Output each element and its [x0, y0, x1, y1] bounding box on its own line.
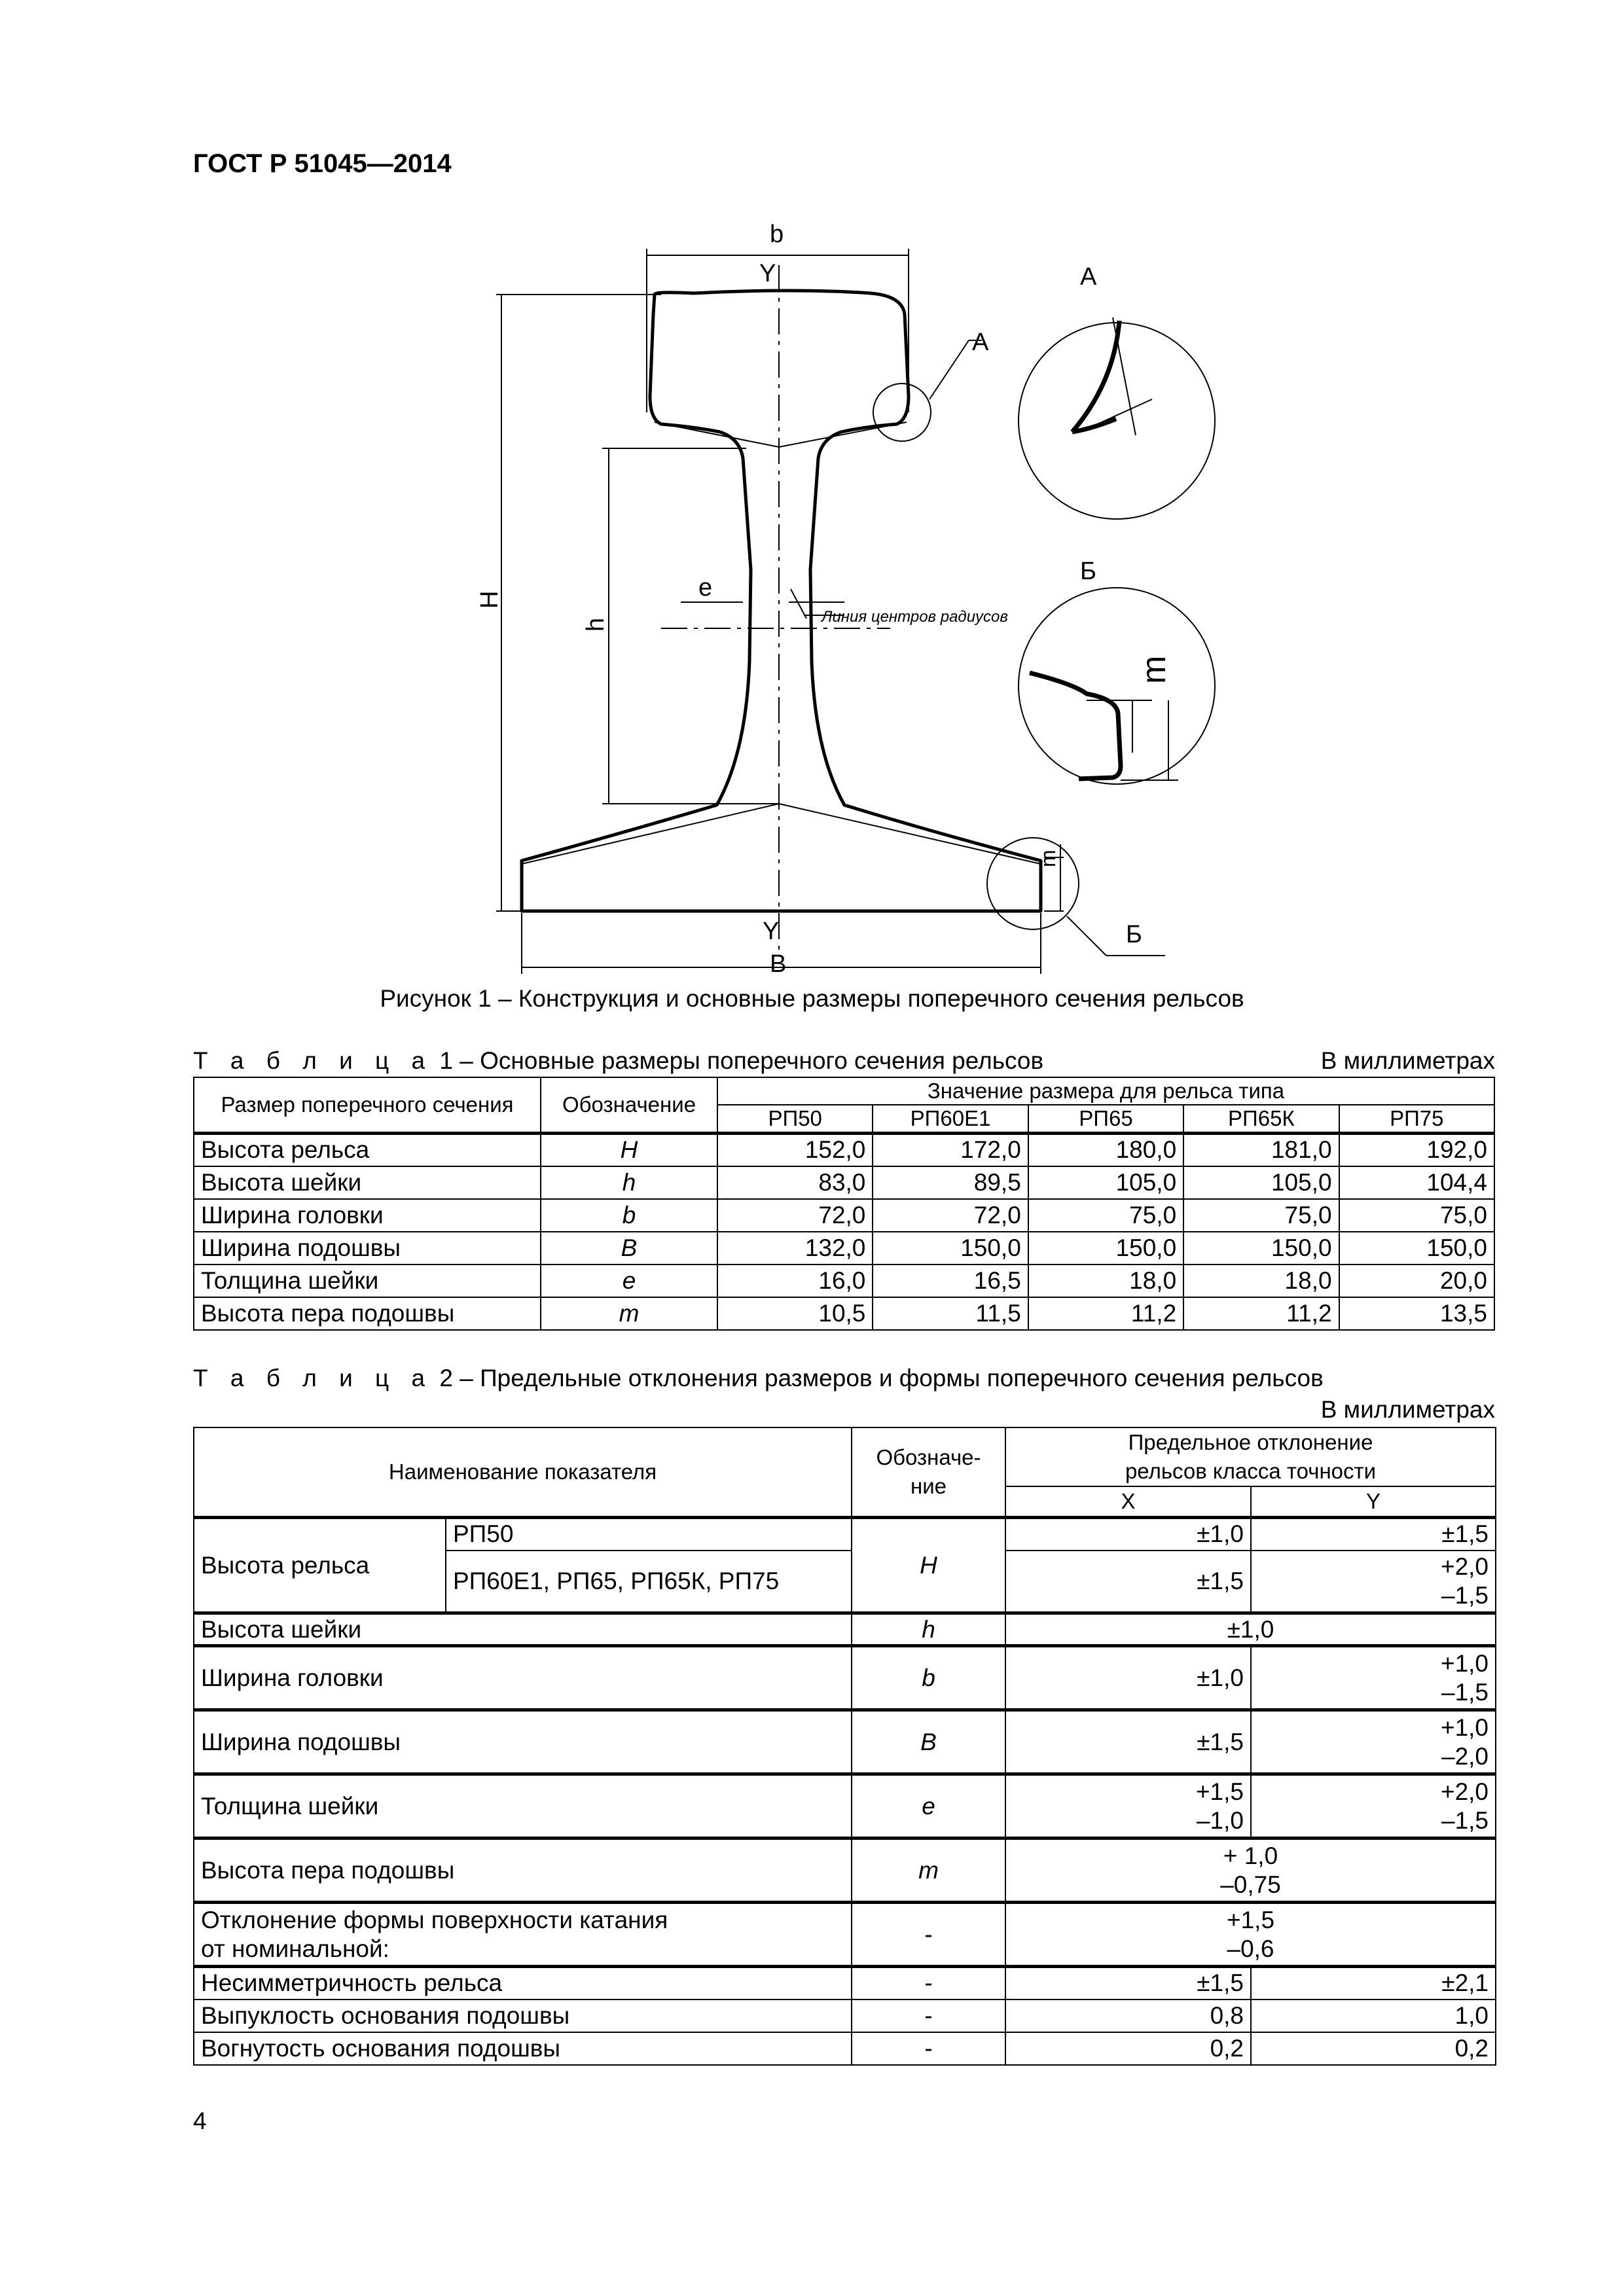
- table1-type: РП50: [717, 1105, 873, 1134]
- row-name: Ширина головки: [194, 1646, 852, 1710]
- row-symbol: -: [852, 1967, 1005, 2000]
- row-symbol: h: [852, 1613, 1005, 1646]
- row-value: + 1,0 –0,75: [1005, 1839, 1496, 1903]
- table1-type: РП75: [1339, 1105, 1494, 1134]
- row-value-x: ±1,0: [1005, 1646, 1251, 1710]
- row-value: 16,0: [717, 1265, 873, 1297]
- row-name: Вогнутость основания подошвы: [194, 2032, 852, 2065]
- row-name: Толщина шейки: [194, 1265, 541, 1297]
- rail-profile-outline: [522, 291, 1041, 911]
- row-value: 83,0: [717, 1166, 873, 1199]
- row-value-y: +1,0 –1,5: [1251, 1646, 1496, 1710]
- row-value: 89,5: [873, 1166, 1028, 1199]
- row-value: 192,0: [1339, 1134, 1494, 1166]
- row-value-x: ±1,5: [1005, 1710, 1251, 1774]
- label-m: m: [1036, 850, 1060, 867]
- row-value: 75,0: [1339, 1199, 1494, 1232]
- row-value: 152,0: [717, 1134, 873, 1166]
- row-name: Высота пера подошвы: [194, 1297, 541, 1330]
- row-value: 75,0: [1183, 1199, 1339, 1232]
- row-value: 150,0: [873, 1232, 1028, 1265]
- table-row: [194, 1839, 1496, 1903]
- row-name: Несимметричность рельса: [194, 1967, 852, 2000]
- table2-unit: В миллиметрах: [1320, 1396, 1495, 1423]
- row-value: 18,0: [1183, 1265, 1339, 1297]
- row-value: ±1,0: [1005, 1613, 1496, 1646]
- row-symbol: H: [852, 1518, 1005, 1613]
- table-row: [194, 1297, 1494, 1330]
- row-value-x: ±1,5: [1005, 1967, 1251, 2000]
- table-row: [194, 1134, 1494, 1166]
- table1: [193, 1077, 1495, 1331]
- table2-class-y: Y: [1251, 1486, 1496, 1518]
- table2-head-designation: Обозначе- ние: [852, 1427, 1005, 1518]
- row-name: Ширина головки: [194, 1199, 541, 1232]
- label-y-bottom: Y: [763, 918, 780, 945]
- table-row: [194, 1646, 1496, 1710]
- table-row: [194, 1710, 1496, 1774]
- row-value-y: ±2,1: [1251, 1967, 1496, 2000]
- label-b-detail: Б: [1080, 558, 1096, 585]
- row-name: Высота пера подошвы: [194, 1839, 852, 1903]
- row-value: 180,0: [1028, 1134, 1183, 1166]
- table-row: [194, 1265, 1494, 1297]
- table-row: [194, 1232, 1494, 1265]
- row-symbol: e: [541, 1265, 717, 1297]
- table1-unit: В миллиметрах: [1320, 1047, 1495, 1074]
- row-value: 11,2: [1028, 1297, 1183, 1330]
- row-name: Толщина шейки: [194, 1774, 852, 1839]
- row-value: 72,0: [717, 1199, 873, 1232]
- table-row: [194, 1774, 1496, 1839]
- table1-head-size: Размер поперечного сечения: [194, 1077, 541, 1134]
- label-e: e: [698, 574, 713, 601]
- row-symbol: m: [852, 1839, 1005, 1903]
- label-big-b: B: [770, 950, 787, 978]
- row-value: 105,0: [1183, 1166, 1339, 1199]
- row-symbol: h: [541, 1166, 717, 1199]
- table-row: [194, 2032, 1496, 2065]
- table2-title: Т а б л и ц а 2 – Предельные отклонения размеров и формы поперечного сечения рельсов: [193, 1365, 1324, 1391]
- row-value-y: +1,0 –2,0: [1251, 1710, 1496, 1774]
- table-row: [194, 1199, 1494, 1232]
- row-value: 181,0: [1183, 1134, 1339, 1166]
- row-value: 10,5: [717, 1297, 873, 1330]
- label-a-detail: A: [1080, 263, 1097, 291]
- row-subname: РП60Е1, РП65, РП65К, РП75: [446, 1551, 852, 1613]
- row-symbol: B: [541, 1232, 717, 1265]
- row-value: 11,2: [1183, 1297, 1339, 1330]
- table1-head-designation: Обозначение: [541, 1077, 717, 1134]
- label-y-top: Y: [759, 260, 776, 287]
- row-name: Высота шейки: [194, 1613, 852, 1646]
- table1-type: РП65К: [1183, 1105, 1339, 1134]
- page-number: 4: [193, 2108, 207, 2134]
- row-symbol: B: [852, 1710, 1005, 1774]
- table1-title: Т а б л и ц а 1 – Основные размеры поперечного сечения рельсов: [193, 1047, 1044, 1074]
- row-value-x: +1,5 –1,0: [1005, 1774, 1251, 1839]
- row-name: Высота рельса: [194, 1134, 541, 1166]
- table-row: [194, 2000, 1496, 2032]
- row-value: 150,0: [1339, 1232, 1494, 1265]
- row-value: 104,4: [1339, 1166, 1494, 1199]
- table2-head-deviation: Предельное отклонение рельсов класса точности: [1005, 1427, 1496, 1486]
- row-value: 18,0: [1028, 1265, 1183, 1297]
- row-value: 172,0: [873, 1134, 1028, 1166]
- row-value-x: ±1,0: [1005, 1518, 1251, 1551]
- row-value-y: 1,0: [1251, 2000, 1496, 2032]
- table2-class-x: X: [1005, 1486, 1251, 1518]
- row-name: Ширина подошвы: [194, 1710, 852, 1774]
- row-value: 150,0: [1028, 1232, 1183, 1265]
- row-value-y: 0,2: [1251, 2032, 1496, 2065]
- row-symbol: -: [852, 1903, 1005, 1967]
- row-value: 105,0: [1028, 1166, 1183, 1199]
- label-center-line: Линия центров радиусов: [821, 608, 1008, 626]
- row-value-y: ±1,5: [1251, 1518, 1496, 1551]
- row-symbol: -: [852, 2000, 1005, 2032]
- row-value: 20,0: [1339, 1265, 1494, 1297]
- row-value: 75,0: [1028, 1199, 1183, 1232]
- table-row: [194, 1166, 1494, 1199]
- table1-head-value: Значение размера для рельса типа: [717, 1077, 1494, 1105]
- label-b: b: [770, 221, 784, 248]
- label-h: h: [582, 617, 609, 632]
- row-value: 72,0: [873, 1199, 1028, 1232]
- row-value: 11,5: [873, 1297, 1028, 1330]
- row-symbol: b: [852, 1646, 1005, 1710]
- row-symbol: -: [852, 2032, 1005, 2065]
- row-value-x: 0,2: [1005, 2032, 1251, 2065]
- table-row: [194, 1903, 1496, 1967]
- row-name: Выпуклость основания подошвы: [194, 2000, 852, 2032]
- document-header: ГОСТ Р 51045—2014: [193, 149, 452, 178]
- row-value: 16,5: [873, 1265, 1028, 1297]
- rail-cross-section-figure: [458, 216, 1440, 988]
- table2-head-name: Наименование показателя: [194, 1427, 852, 1518]
- row-value: 13,5: [1339, 1297, 1494, 1330]
- row-symbol: H: [541, 1134, 717, 1166]
- row-symbol: b: [541, 1199, 717, 1232]
- row-name: Высота рельса: [194, 1518, 446, 1613]
- table2: [193, 1427, 1496, 2066]
- table-row: [194, 1518, 1496, 1551]
- row-value-y: +2,0 –1,5: [1251, 1551, 1496, 1613]
- row-value: 150,0: [1183, 1232, 1339, 1265]
- table-row: [194, 1613, 1496, 1646]
- row-value: 132,0: [717, 1232, 873, 1265]
- row-name: Ширина подошвы: [194, 1232, 541, 1265]
- row-value-y: +2,0 –1,5: [1251, 1774, 1496, 1839]
- table-row: [194, 1967, 1496, 2000]
- figure-caption: Рисунок 1 – Конструкция и основные размеры поперечного сечения рельсов: [380, 985, 1244, 1012]
- table1-type: РП65: [1028, 1105, 1183, 1134]
- label-a-leader: A: [972, 329, 989, 356]
- row-name: Высота шейки: [194, 1166, 541, 1199]
- row-value: +1,5 –0,6: [1005, 1903, 1496, 1967]
- table1-type: РП60Е1: [873, 1105, 1028, 1134]
- row-subname: РП50: [446, 1518, 852, 1551]
- row-symbol: e: [852, 1774, 1005, 1839]
- row-symbol: m: [541, 1297, 717, 1330]
- label-big-h: H: [476, 590, 503, 609]
- label-b-leader: Б: [1126, 921, 1142, 948]
- row-value-x: ±1,5: [1005, 1551, 1251, 1613]
- row-name: Отклонение формы поверхности катания от номинальной:: [194, 1903, 852, 1967]
- row-value-x: 0,8: [1005, 2000, 1251, 2032]
- label-m-detail: m: [1135, 655, 1173, 684]
